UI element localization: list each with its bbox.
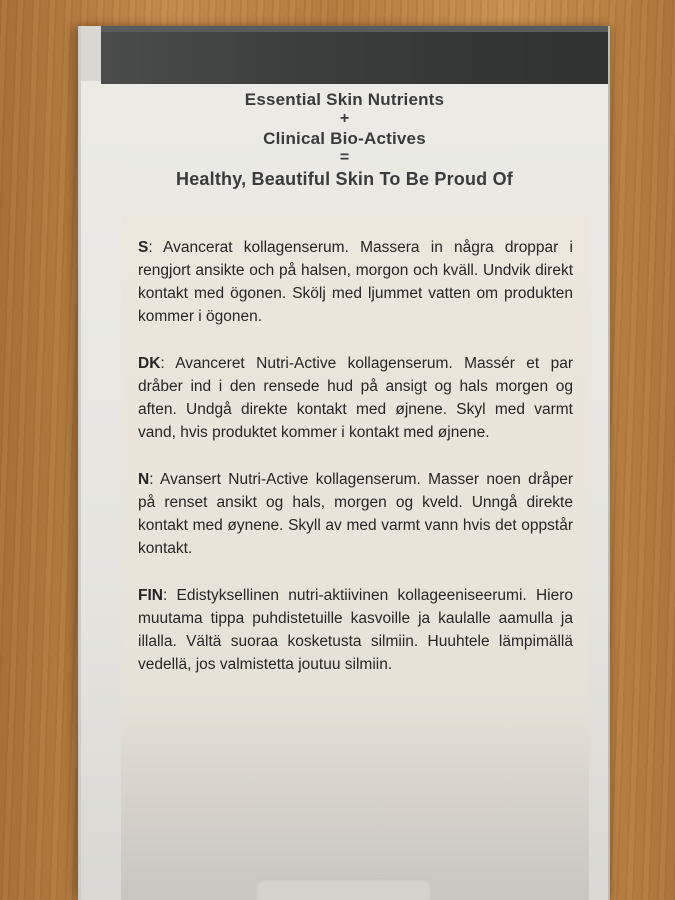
instruction-swedish: S: Avancerat kollagenserum. Massera in några droppar i rengjort ansikte och på halsen, morgon och kväll. Undvik direkt kontakt med ögonen. Skölj med ljummet vatten om produkten kommer i ögonen. bbox=[138, 239, 574, 325]
language-code: N bbox=[138, 471, 150, 488]
instructions-panel bbox=[121, 216, 589, 900]
instruction-text: Avansert Nutri-Active kollagenserum. Masser noen dråper på renset ansikt og hals, morgen og kveld. Unngå direkte kontakt med øynene. Skyll av med varmt vann hvis det oppstår kontakt. bbox=[138, 471, 573, 557]
language-code: FIN bbox=[138, 587, 163, 604]
headline-line-2: Clinical Bio-Actives bbox=[263, 129, 426, 148]
headline bbox=[81, 88, 608, 192]
language-code: S bbox=[138, 239, 149, 256]
instruction-danish: DK: Avanceret Nutri-Active kollagenserum. Massér et par dråber ind i den rensede hud på ansigt og hals morgen og aften. Undgå direkte kontakt med øjnene. Skyl med varmt vand, hvis produktet kommer i kontakt med øjnene. bbox=[138, 355, 574, 441]
headline-line-3: Healthy, Beautiful Skin To Be Proud Of bbox=[176, 169, 513, 189]
box-top-dark-band bbox=[101, 26, 608, 84]
language-code: DK bbox=[138, 355, 161, 372]
product-box-side bbox=[78, 26, 610, 900]
instruction-finnish: FIN: Edistyksellinen nutri-aktiivinen kollageeniseerumi. Hiero muutama tippa puhdistetuille kasvoille ja kaulalle aamulla ja illalla. Vältä suoraa kosketusta silmiin. Huuhtele lämpimällä vedellä, jos valmistetta joutuu silmiin. bbox=[138, 587, 573, 673]
instruction-norwegian: N: Avansert Nutri-Active kollagenserum. Masser noen dråper på renset ansikt og hals, morgen og kveld. Unngå direkte kontakt med øynene. Skyll av med varmt vann hvis det oppstår kontakt. bbox=[138, 471, 573, 557]
headline-plus: + bbox=[339, 110, 350, 127]
headline-equals: = bbox=[339, 149, 350, 166]
instruction-text: Edistyksellinen nutri-aktiivinen kollageeniseerumi. Hiero muutama tippa puhdistetuille kasvoille ja kaulalle aamulla ja illalla. Vältä suoraa kosketusta silmiin. Huuhtele lämpimällä vedellä, jos valmistetta joutuu silmiin. bbox=[138, 587, 573, 673]
instruction-text: Avancerat kollagenserum. Massera in några droppar i rengjort ansikte och på halsen, morgon och kväll. Undvik direkt kontakt med ögonen. Skölj med ljummet vatten om produkten kommer i ögonen. bbox=[138, 239, 574, 325]
headline-line-1: Essential Skin Nutrients bbox=[244, 90, 445, 109]
box-bottom-tab bbox=[256, 878, 431, 900]
instruction-text: Avanceret Nutri-Active kollagenserum. Massér et par dråber ind i den rensede hud på ansigt og hals morgen og aften. Undgå direkte kontakt med øjnene. Skyl med varmt vand, hvis produktet kommer i kontakt med øjnene. bbox=[138, 355, 574, 441]
